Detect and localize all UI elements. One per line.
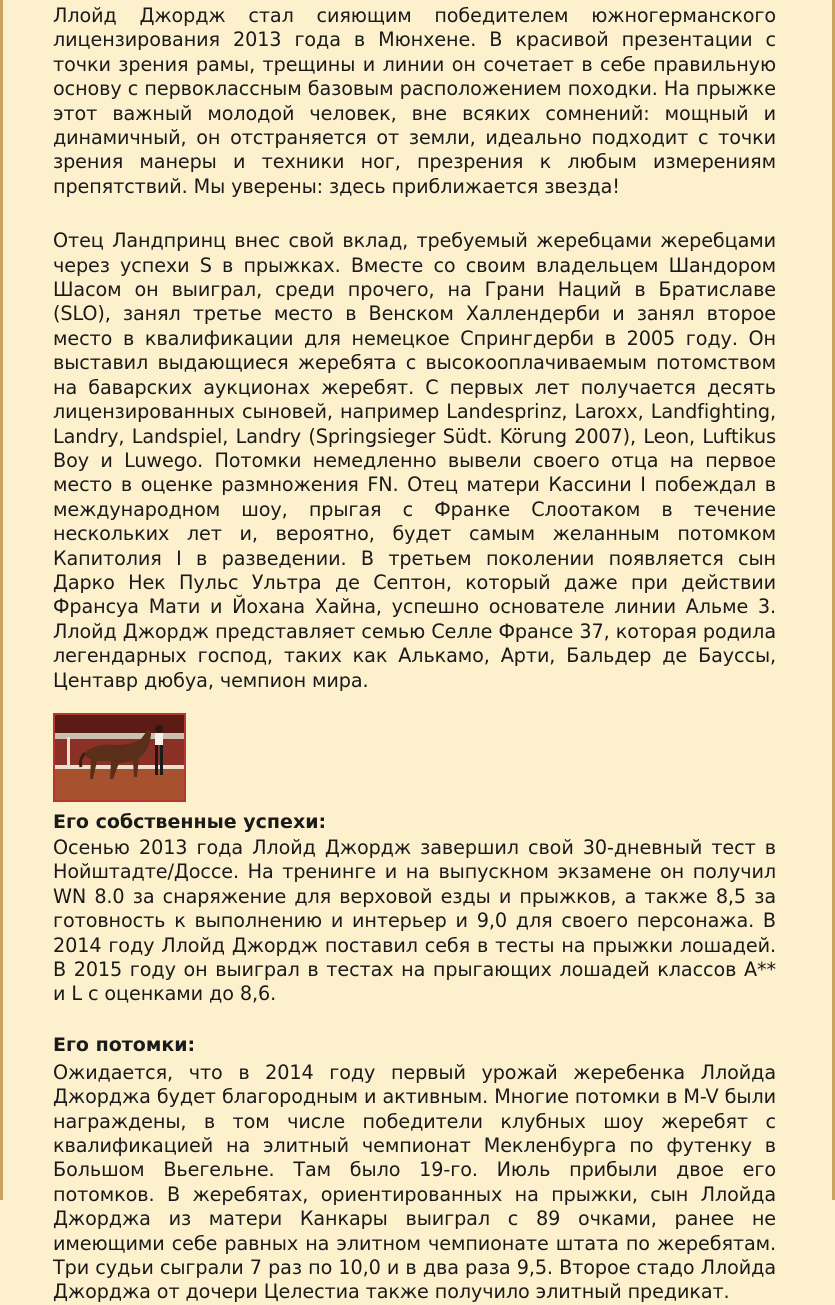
pedigree-paragraph: Отец Ландпринц внес свой вклад, требуемый жеребцами жеребцами через успехи S в прыжках. Вместе со своим владельцем Шандором Шасом он выиграл, среди прочего, на Грани Наций в Братиславе (SLO), занял третье место в Венском Халлендерби и занял второе место в квалификации для немецкое Спрингдерби в 2005 году. Он выставил выдающиеся жеребята с высокооплачиваемым потомством на баварских аукционах жеребят. С первых лет получается десять лицензированных сыновей, например Landesprinz, Laroxx, Landfighting, Landry, Landspiel, Landry (Springsieger Südt. Körung 2007), Leon, Luftikus Boy и Luwego. Потомки немедленно вывели своего отца на первое место в оценке размножения FN. Отец матери Кассини I побеждал в международном шоу, прыгая с Франке Слоотаком в течение нескольких лет и, вероятно, будет самым желанным потомком Капитолия I в разведении. В третьем поколении появляется сын Дарко Нек Пульс Ультра де Септон, который даже при действии Франсуа Мати и Йохана Хайна, успешно основателе линии Альме 3. Ллойд Джордж представляет семью Селле Франсе 37, которая родила легендарных господ, таких как Алькамо, Арти, Бальдер де Бауссы, Центавр дюбуа, чемпион мира.	[53, 229, 776, 692]
offspring-heading: Его потомки:	[53, 1033, 196, 1056]
horse-presentation-image	[55, 715, 184, 800]
page-left-edge	[0, 0, 3, 1200]
intro-paragraph: Ллойд Джордж стал сияющим победителем южногерманского лицензирования 2013 года в Мюнхене. В красивой презентации с точки зрения рамы, трещины и линии он сочетает в себе правильную основу с первоклассным базовым расположением походки. На прыжке этот важный молодой человек, вне всяких сомнений: мощный и динамичный, он отстраняется от земли, идеально подходит с точки зрения манеры и техники ног, презрения к любым измерениям препятствий. Мы уверены: здесь приближается звезда!	[53, 4, 776, 198]
horse-photo	[53, 713, 186, 802]
own-success-heading: Его собственные успехи:	[53, 810, 327, 833]
own-success-paragraph: Осенью 2013 года Ллойд Джордж завершил свой 30-дневный тест в Нойштадте/Доссе. На тренинге и на выпускном экзамене он получил WN 8.0 за снаряжение для верховой езды и прыжков, а также 8,5 за готовность к выполнению и интерьер и 9,0 для своего персонажа. В 2014 году Ллойд Джордж поставил себя в тесты на прыжки лошадей. В 2015 году он выиграл в тестах на прыгающих лошадей классов A** и L с оценками до 8,6.	[53, 835, 776, 1006]
offspring-paragraph: Ожидается, что в 2014 году первый урожай жеребенка Ллойда Джорджа будет благородным и активным. Многие потомки в M-V были награждены, в том числе победители клубных шоу жеребят с квалификацией на элитный чемпионат Мекленбурга по футенку в Большом Вьегельне. Там было 19-го. Июль прибыли двое его потомков. В жеребятах, ориентированных на прыжки, сын Ллойда Джорджа из матери Канкары выиграл с 89 очками, ранее не имеющими себе равных на элитном чемпионате штата по жеребятам. Три судьи сыграли 7 раз по 10,0 и в два раза 9,5. Второе стадо Ллойда Джорджа от дочери Целестиа также получило элитный предикат.	[53, 1060, 776, 1304]
article-body	[53, 4, 776, 1305]
